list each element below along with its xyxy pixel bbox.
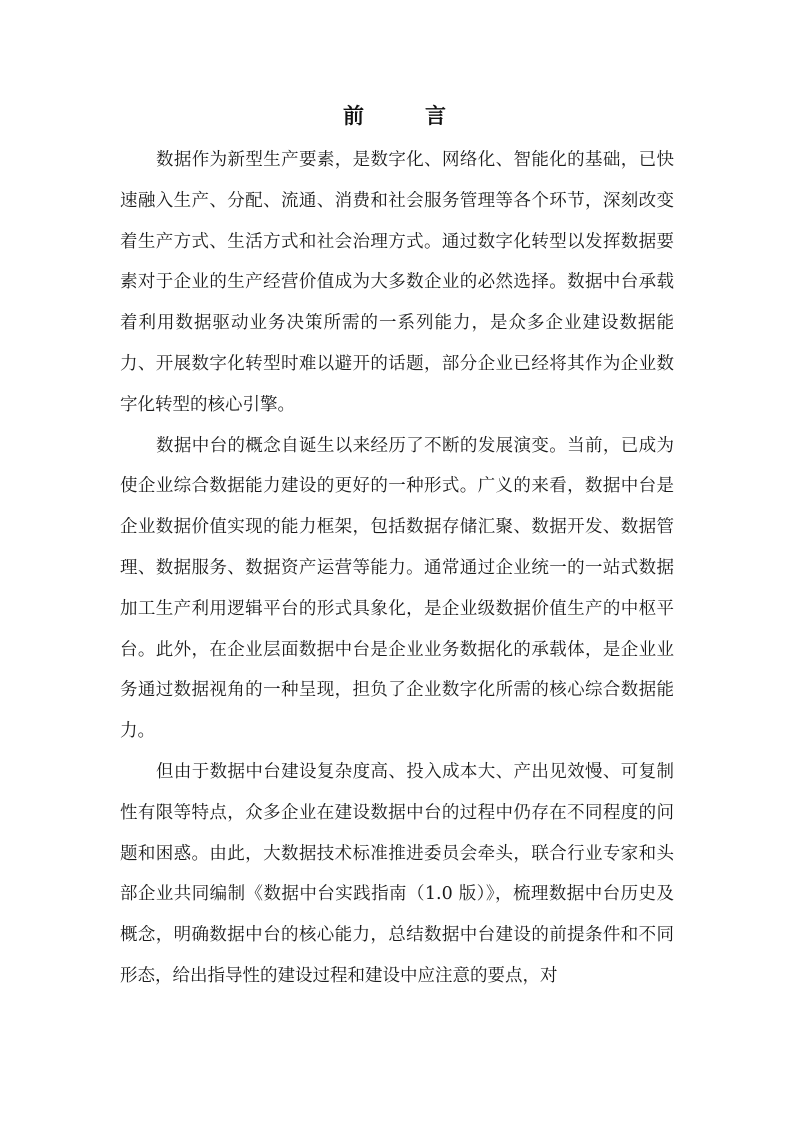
paragraph-1: 数据作为新型生产要素，是数字化、网络化、智能化的基础，已快速融入生产、分配、流通、消费和社会服务管理等各个环节，深刻改变着生产方式、生活方式和社会治理方式。通过数字化转型以发挥数据要素对于企业的生产经营价值成为大多数企业的必然选择。数据中台承载着利用数据驱动业务决策所需的一系列能力，是众多企业建设数据能力、开展数字化转型时难以避开的话题，部分企业已经将其作为企业数字化转型的核心引擎。: [120, 150, 674, 415]
paragraph-3: 但由于数据中台建设复杂度高、投入成本大、产出见效慢、可复制性有限等特点，众多企业在建设数据中台的过程中仍存在不同程度的问题和困惑。由此，大数据技术标准推进委员会牵头，联合行业专家和头部企业共同编制《数据中台实践指南（1.0 版）》，梳理数据中台历史及概念，明确数据中台的核心能力，总结数据中台建设的前提条件和不同形态，给出指导性的建设过程和建设中应注意的要点，对: [120, 761, 674, 986]
page-title: 前 言: [343, 104, 466, 128]
paragraph-2: 数据中台的概念自诞生以来经历了不断的发展演变。当前，已成为使企业综合数据能力建设的更好的一种形式。广义的来看，数据中台是企业数据价值实现的能力框架，包括数据存储汇聚、数据开发、数据管理、数据服务、数据资产运营等能力。通常通过企业统一的一站式数据加工生产利用逻辑平台的形式具象化，是企业级数据价值生产的中枢平台。此外，在企业层面数据中台是企业业务数据化的承载体，是企业业务通过数据视角的一种呈现，担负了企业数字化所需的核心综合数据能力。: [120, 435, 674, 742]
document-body: [120, 140, 674, 997]
